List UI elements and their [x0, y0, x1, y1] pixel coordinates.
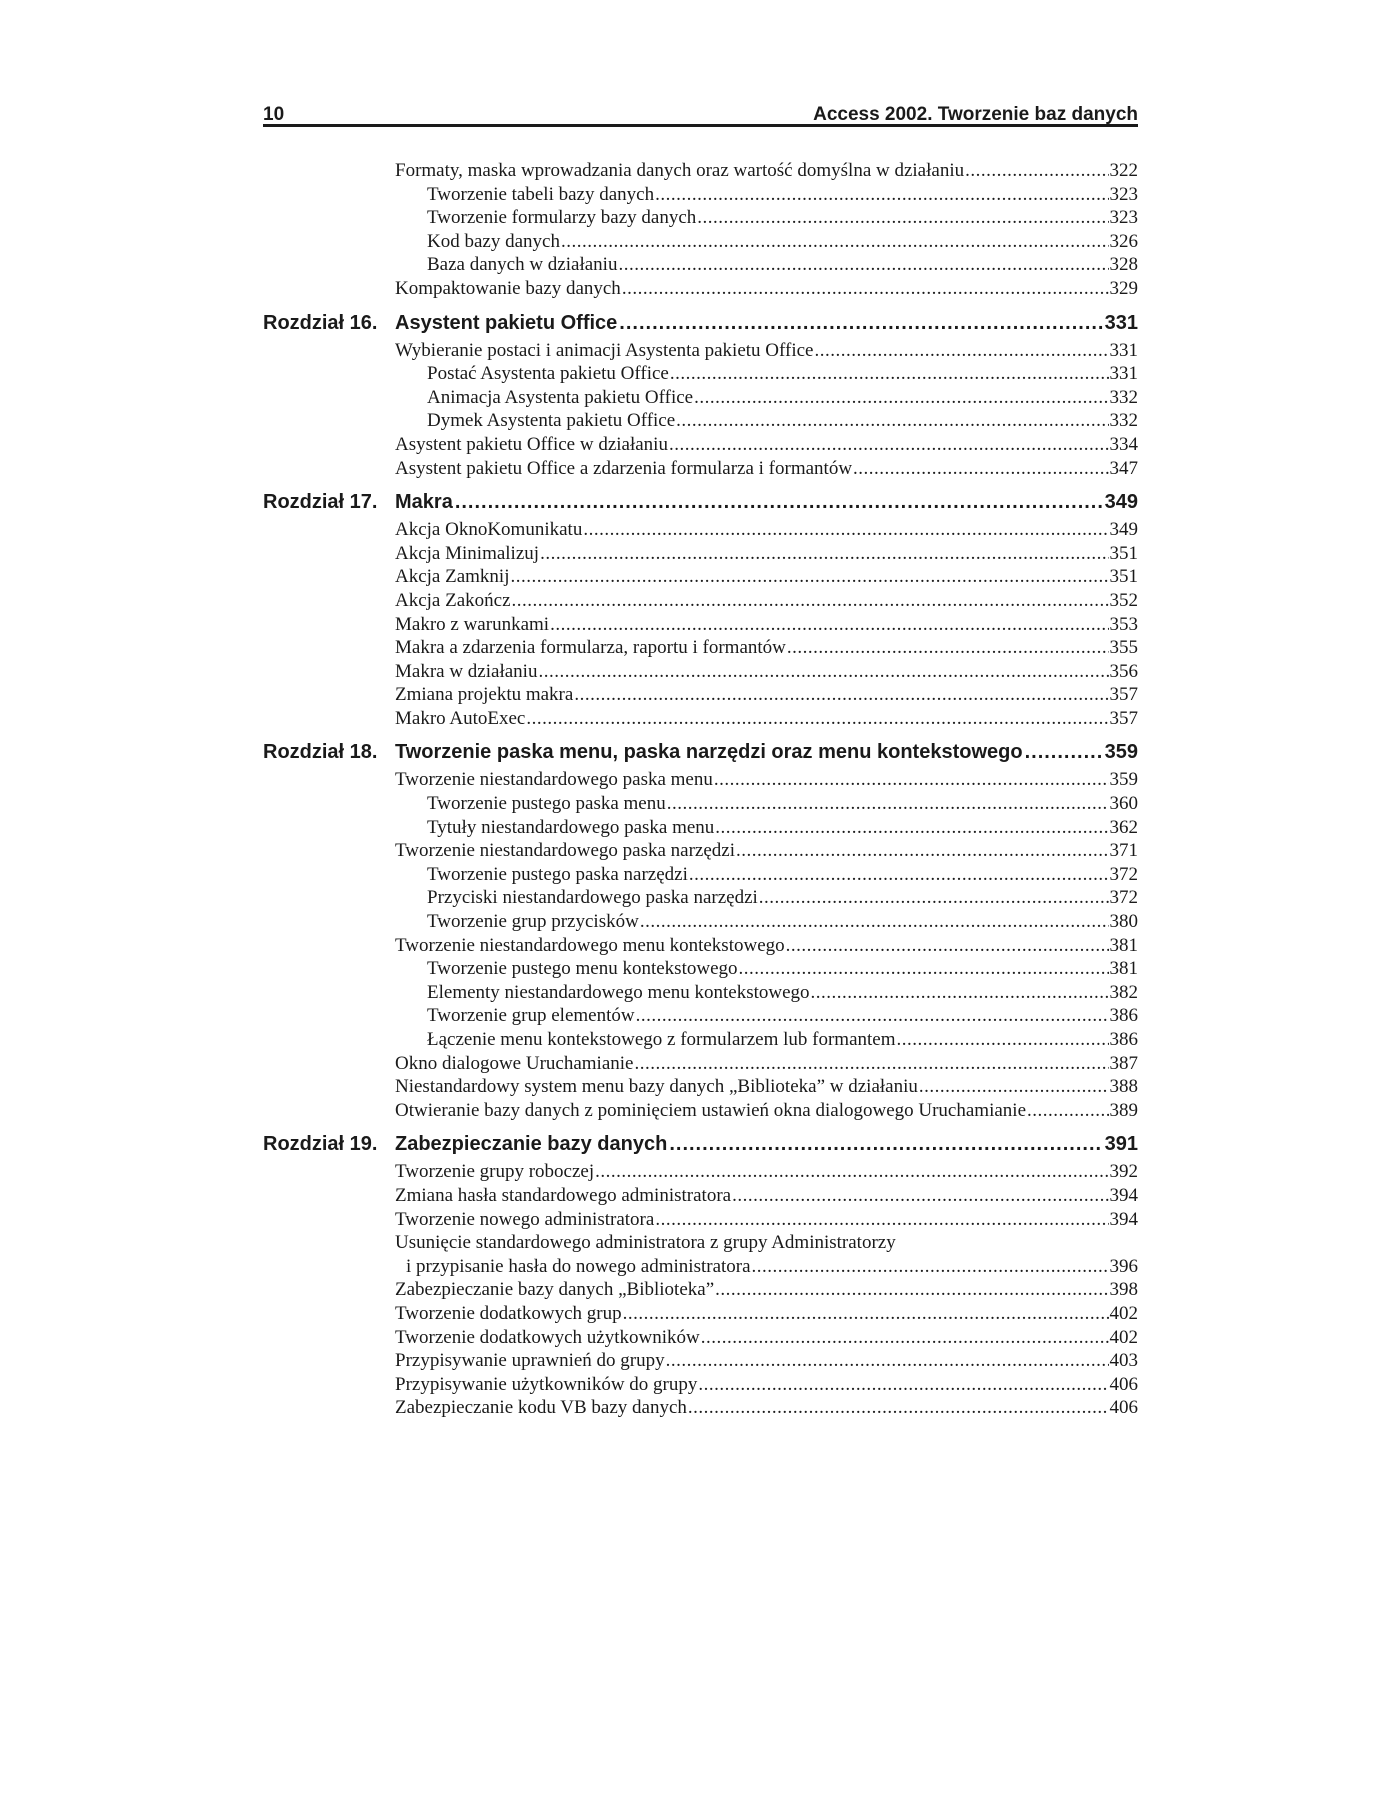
- toc-entry-title: Animacja Asystenta pakietu Office: [427, 386, 694, 408]
- toc-entry: [263, 840, 1138, 864]
- toc-entry-title: Makra a zdarzenia formularza, raportu i formantów: [395, 637, 786, 659]
- dot-leader: [640, 911, 1109, 933]
- dot-leader: [455, 491, 1103, 514]
- toc-entry: [263, 1303, 1138, 1327]
- toc-entry-title: Akcja OknoKomunikatu: [395, 519, 583, 541]
- toc-entry-page: 332: [1109, 386, 1138, 408]
- dot-leader: [670, 363, 1109, 385]
- dot-leader: [619, 312, 1102, 335]
- toc-entry-page: 381: [1109, 934, 1138, 956]
- toc-entry: [263, 1397, 1138, 1421]
- toc-entry: [263, 590, 1138, 614]
- toc-entry-title-continuation: i przypisanie hasła do nowego administratora: [406, 1255, 751, 1277]
- dot-leader: [561, 231, 1109, 253]
- dot-leader: [853, 458, 1108, 480]
- dot-leader: [715, 1279, 1108, 1301]
- toc-entry-page: 359: [1109, 769, 1138, 791]
- toc-subentry: [263, 911, 1138, 935]
- toc-entry: [263, 458, 1138, 482]
- dot-leader: [814, 340, 1108, 362]
- toc-entry-title: Wybieranie postaci i animacji Asystenta pakietu Office: [395, 339, 814, 361]
- toc-entry-page: 394: [1109, 1208, 1138, 1230]
- toc-entry-page: 323: [1109, 183, 1138, 205]
- toc-entry-title: Usunięcie standardowego administratora z grupy Administratorzy: [395, 1232, 896, 1254]
- dot-leader: [634, 1053, 1108, 1075]
- dot-leader: [666, 1350, 1109, 1372]
- dot-leader: [759, 887, 1109, 909]
- toc-entry-page: 386: [1109, 1029, 1138, 1050]
- toc-entry-title: Otwieranie bazy danych z pominięciem ustawień okna dialogowego Uruchamianie: [395, 1099, 1026, 1121]
- chapter-title: Zabezpieczanie bazy danych: [395, 1133, 668, 1156]
- dot-leader: [919, 1076, 1109, 1098]
- chapter-heading: [263, 1133, 1138, 1161]
- toc-entry-title: Akcja Zakończ: [395, 589, 511, 611]
- toc-entry-page: 402: [1109, 1326, 1138, 1348]
- toc-subentry: [263, 982, 1138, 1006]
- toc-entry-title: Zabezpieczanie bazy danych „Biblioteka”: [395, 1279, 715, 1301]
- chapter-heading: [263, 312, 1138, 340]
- toc-entry-title: Okno dialogowe Uruchamianie: [395, 1052, 634, 1074]
- toc-entry: [263, 769, 1138, 793]
- dot-leader: [618, 254, 1108, 276]
- dot-leader: [688, 1397, 1109, 1419]
- toc-entry-page: 372: [1109, 863, 1138, 885]
- dot-leader: [636, 1005, 1109, 1027]
- dot-leader: [1027, 1100, 1109, 1122]
- toc-entry-title: Łączenie menu kontekstowego z formularzem lub formantem: [427, 1029, 896, 1050]
- chapter-title: Asystent pakietu Office: [395, 311, 618, 334]
- toc-entry-page: 396: [1109, 1255, 1138, 1277]
- toc-entry-title: Baza danych w działaniu: [427, 254, 618, 276]
- header-rule: [263, 124, 1138, 127]
- toc-entry-page: 406: [1109, 1373, 1138, 1395]
- running-header: [263, 98, 1138, 126]
- toc-entry-title: Tworzenie niestandardowego paska menu: [395, 769, 713, 791]
- toc-entry-page: 392: [1109, 1161, 1138, 1183]
- toc-entry-page: 382: [1109, 981, 1138, 1003]
- toc-entry: [263, 1350, 1138, 1374]
- toc-entry-page: 353: [1109, 613, 1138, 635]
- toc-subentry: [263, 184, 1138, 208]
- toc-subentry: [263, 887, 1138, 911]
- toc-entry: [263, 708, 1138, 732]
- toc-entry-page: 389: [1109, 1099, 1138, 1121]
- dot-leader: [669, 1133, 1102, 1156]
- dot-leader: [669, 434, 1109, 456]
- toc-entry-page: 323: [1109, 207, 1138, 229]
- chapter-title: Makra: [395, 491, 453, 514]
- toc-entry-page: 351: [1109, 566, 1138, 588]
- toc-entry-page: 380: [1109, 911, 1138, 933]
- toc-subentry: [263, 410, 1138, 434]
- toc-entry: [263, 519, 1138, 543]
- toc-entry-page: 387: [1109, 1052, 1138, 1074]
- dot-leader: [736, 840, 1109, 862]
- toc-entry-title: Tytuły niestandardowego paska menu: [427, 816, 715, 838]
- toc-entry-title: Tworzenie pustego paska narzędzi: [427, 863, 688, 885]
- toc-entry: [263, 566, 1138, 590]
- toc-entry-title: Tworzenie tabeli bazy danych: [427, 183, 655, 205]
- toc-entry-title: Makra w działaniu: [395, 660, 538, 682]
- dot-leader: [694, 387, 1108, 409]
- dot-leader: [540, 543, 1108, 565]
- dot-leader: [655, 184, 1108, 206]
- dot-leader: [511, 566, 1109, 588]
- dot-leader: [701, 1327, 1109, 1349]
- dot-leader: [655, 1209, 1108, 1231]
- chapter-page: 331: [1104, 311, 1138, 334]
- toc-entry-title: Tworzenie niestandardowego paska narzędzi: [395, 840, 735, 862]
- toc-entry-page: 331: [1109, 363, 1138, 385]
- toc-entry: [263, 661, 1138, 685]
- toc-entry: [263, 614, 1138, 638]
- dot-leader: [715, 817, 1108, 839]
- toc-entry: [263, 160, 1138, 184]
- dot-leader: [583, 519, 1108, 541]
- toc-entry-page: 394: [1109, 1184, 1138, 1206]
- toc-entry-page: 360: [1109, 793, 1138, 815]
- dot-leader: [667, 793, 1109, 815]
- dot-leader: [595, 1161, 1108, 1183]
- dot-leader: [811, 982, 1109, 1004]
- toc-entry-title: Zabezpieczanie kodu VB bazy danych: [395, 1397, 687, 1419]
- toc-entry: [263, 1053, 1138, 1077]
- toc-entry-page: 326: [1109, 230, 1138, 252]
- toc-entry-title: Tworzenie dodatkowych grup: [395, 1302, 622, 1324]
- dot-leader: [786, 935, 1109, 957]
- dot-leader: [676, 410, 1108, 432]
- table-of-contents: [263, 160, 1138, 1421]
- toc-entry-title: Tworzenie niestandardowego menu kontekstowego: [395, 934, 785, 956]
- dot-leader: [965, 160, 1108, 182]
- toc-entry-title: Tworzenie pustego paska menu: [427, 793, 666, 815]
- toc-entry-title: Akcja Zamknij: [395, 566, 510, 588]
- dot-leader: [574, 684, 1108, 706]
- toc-entry-title: Tworzenie grup przycisków: [427, 911, 639, 933]
- toc-entry: [263, 1161, 1138, 1185]
- toc-entry-title: Kod bazy danych: [427, 230, 560, 252]
- dot-leader: [526, 708, 1108, 730]
- dot-leader: [689, 864, 1109, 886]
- toc-entry-page: 322: [1109, 160, 1138, 181]
- chapter-label: Rozdział 19.: [263, 1133, 378, 1156]
- dot-leader: [697, 207, 1108, 229]
- chapter-label: Rozdział 16.: [263, 311, 378, 334]
- toc-entry-page: 372: [1109, 887, 1138, 909]
- toc-entry-title: Tworzenie dodatkowych użytkowników: [395, 1326, 700, 1348]
- toc-subentry: [263, 793, 1138, 817]
- toc-entry-title: Kompaktowanie bazy danych: [395, 277, 621, 299]
- toc-entry-page: 328: [1109, 254, 1138, 276]
- toc-subentry: [263, 1005, 1138, 1029]
- toc-subentry: [263, 864, 1138, 888]
- toc-entry-title: Asystent pakietu Office a zdarzenia formularza i formantów: [395, 457, 853, 479]
- toc-entry-title: Dymek Asystenta pakietu Office: [427, 410, 676, 432]
- chapter-heading: [263, 491, 1138, 519]
- toc-entry-page: 371: [1109, 840, 1138, 862]
- toc-subentry: [263, 231, 1138, 255]
- chapter-page: 359: [1104, 741, 1138, 764]
- dot-leader: [739, 958, 1109, 980]
- toc-entry-page: 398: [1109, 1279, 1138, 1301]
- chapter-label: Rozdział 18.: [263, 741, 378, 764]
- toc-entry-page: 329: [1109, 277, 1138, 299]
- dot-leader: [622, 278, 1109, 300]
- book-title: Access 2002. Tworzenie baz danych: [813, 104, 1138, 125]
- dot-leader: [538, 661, 1108, 683]
- toc-entry-title: Niestandardowy system menu bazy danych „Biblioteka” w działaniu: [395, 1076, 918, 1098]
- toc-subentry: [263, 817, 1138, 841]
- toc-subentry: [263, 254, 1138, 278]
- toc-entry-title: Postać Asystenta pakietu Office: [427, 363, 669, 385]
- toc-entry: [263, 1100, 1138, 1124]
- chapter-title: Tworzenie paska menu, paska narzędzi oraz menu kontekstowego: [395, 741, 1023, 764]
- dot-leader: [550, 614, 1108, 636]
- toc-entry: [263, 434, 1138, 458]
- page-number: 10: [263, 104, 285, 125]
- dot-leader: [714, 769, 1109, 791]
- toc-entry-page: 349: [1109, 519, 1138, 541]
- toc-entry: [263, 1256, 1138, 1280]
- dot-leader: [732, 1185, 1108, 1207]
- dot-leader: [1025, 741, 1103, 764]
- toc-entry: [263, 637, 1138, 661]
- toc-entry: [263, 1185, 1138, 1209]
- toc-entry-line: [263, 1232, 1138, 1256]
- toc-entry-page: 347: [1109, 457, 1138, 479]
- toc-entry-page: 362: [1109, 816, 1138, 838]
- toc-entry: [263, 1327, 1138, 1351]
- toc-entry-page: 332: [1109, 410, 1138, 432]
- toc-subentry: [263, 363, 1138, 387]
- dot-leader: [623, 1303, 1109, 1325]
- toc-entry-page: 352: [1109, 589, 1138, 611]
- toc-entry: [263, 543, 1138, 567]
- toc-subentry: [263, 387, 1138, 411]
- chapter-label: Rozdział 17.: [263, 491, 378, 514]
- toc-entry-title: Formaty, maska wprowadzania danych oraz wartość domyślna w działaniu: [395, 160, 965, 181]
- toc-entry-page: 406: [1109, 1397, 1138, 1419]
- toc-entry: [263, 340, 1138, 364]
- toc-entry: [263, 278, 1138, 302]
- toc-entry-title: Zmiana hasła standardowego administratora: [395, 1184, 732, 1206]
- toc-entry-page: 334: [1109, 433, 1138, 455]
- toc-entry-page: 331: [1109, 339, 1138, 361]
- toc-entry: [263, 1279, 1138, 1303]
- toc-entry-page: 381: [1109, 958, 1138, 980]
- toc-entry-title: Tworzenie nowego administratora: [395, 1208, 655, 1230]
- toc-entry-title: Przyciski niestandardowego paska narzędzi: [427, 887, 758, 909]
- toc-entry-title: Tworzenie grupy roboczej: [395, 1161, 595, 1183]
- toc-subentry: [263, 1029, 1138, 1053]
- dot-leader: [752, 1256, 1109, 1278]
- chapter-page: 349: [1104, 491, 1138, 514]
- toc-entry-page: 388: [1109, 1076, 1138, 1098]
- toc-entry-title: Zmiana projektu makra: [395, 684, 574, 706]
- dot-leader: [897, 1029, 1109, 1051]
- toc-entry-page: 403: [1109, 1350, 1138, 1372]
- toc-entry: [263, 935, 1138, 959]
- toc-entry-title: Akcja Minimalizuj: [395, 542, 540, 564]
- toc-entry-title: Tworzenie grup elementów: [427, 1005, 635, 1027]
- toc-entry-page: 386: [1109, 1005, 1138, 1027]
- toc-entry-page: 357: [1109, 707, 1138, 729]
- toc-entry-title: Przypisywanie użytkowników do grupy: [395, 1373, 698, 1395]
- toc-entry-title: Tworzenie formularzy bazy danych: [427, 207, 697, 229]
- dot-leader: [698, 1374, 1108, 1396]
- toc-entry-title: Tworzenie pustego menu kontekstowego: [427, 958, 738, 980]
- dot-leader: [787, 637, 1109, 659]
- toc-entry-page: 355: [1109, 637, 1138, 659]
- toc-entry: [263, 1209, 1138, 1233]
- toc-entry: [263, 684, 1138, 708]
- toc-subentry: [263, 958, 1138, 982]
- toc-entry: [263, 1076, 1138, 1100]
- toc-entry-page: 357: [1109, 684, 1138, 706]
- chapter-heading: [263, 741, 1138, 769]
- toc-entry-title: Elementy niestandardowego menu kontekstowego: [427, 981, 810, 1003]
- toc-entry-title: Makro z warunkami: [395, 613, 550, 635]
- toc-entry-title: Makro AutoExec: [395, 707, 526, 729]
- toc-entry-page: 402: [1109, 1302, 1138, 1324]
- toc-entry-title: Przypisywanie uprawnień do grupy: [395, 1350, 665, 1372]
- dot-leader: [512, 590, 1109, 612]
- toc-entry-page: 351: [1109, 542, 1138, 564]
- toc-entry-title: Asystent pakietu Office w działaniu: [395, 433, 668, 455]
- chapter-page: 391: [1104, 1133, 1138, 1156]
- toc-entry: [263, 1374, 1138, 1398]
- toc-entry-page: 356: [1109, 660, 1138, 682]
- toc-subentry: [263, 207, 1138, 231]
